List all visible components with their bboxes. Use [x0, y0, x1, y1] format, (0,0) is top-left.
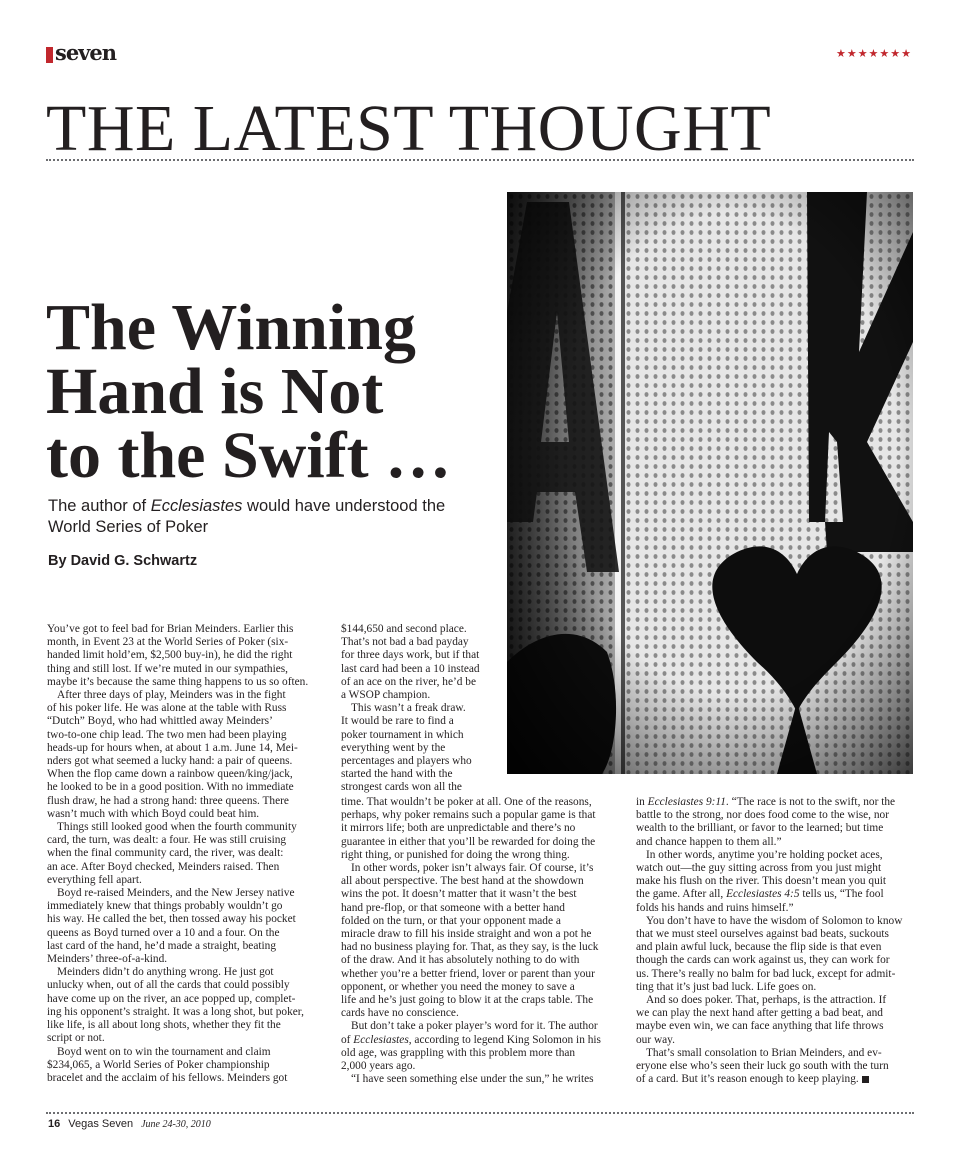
article-line: You’ve got to feel bad for Brian Meinders. Earlier this [47, 623, 294, 635]
article-line: unlucky when, out of all the cards that could possibly [47, 979, 290, 992]
article-line: he looked to be in a good position. With no immediate [47, 781, 294, 794]
article-line: two-to-one chip lead. The two men had been playing [47, 728, 287, 741]
article-line: that we must steel ourselves against bad beats, suckouts [636, 928, 889, 941]
article-line: of a card. But it’s reason enough to keep playing. [636, 1073, 914, 1086]
article-line: Boyd went on to win the tournament and claim [57, 1045, 271, 1058]
article-line: we can play the next hand after getting a bad beat, and [636, 1007, 883, 1020]
article-line: us. There’s really no balm for bad luck, except for admit- [636, 967, 896, 980]
article-line: of Ecclesiastes, according to legend King Solomon in his [341, 1033, 601, 1046]
article-line: life and he’s just going to blow it at the craps table. The [341, 994, 594, 1007]
article-line: wasn’t much with which Boyd could beat him. [47, 807, 260, 820]
article-column-3 [636, 796, 914, 1086]
article-line: After three days of play, Meinders was in the fight [57, 689, 286, 702]
article-line: opponent, or whether you need the money to save a [341, 980, 575, 993]
article-line: maybe even win, we can face anything that life throws [636, 1020, 884, 1033]
article-line: $144,650 and second place. [341, 623, 467, 635]
article-line: an ace. After Boyd checked, Meinders raised. Then [47, 860, 280, 873]
article-line: battle to the strong, nor does food come to the wise, nor [636, 809, 889, 822]
article-column-2-top [341, 623, 496, 795]
article-line: Things still looked good when the fourth community [57, 821, 297, 834]
article-line: of an ace on the river, he’d be [341, 675, 476, 688]
star-rating-ornament: ★★★★★★★ [835, 48, 912, 60]
article-line: the game. After all, Ecclesiastes 4:5 tells us, “The fool [636, 888, 884, 901]
article-line: “Dutch” Boyd, who had whittled away Meinders’ [47, 715, 273, 728]
article-line: nders got what seemed a lucky hand: a pair of queens. [47, 755, 293, 768]
article-line: old age, was grappling with this problem more than [341, 1046, 576, 1059]
article-line: cards have no conscience. [341, 1007, 459, 1020]
article-line: for three days work, but if that [341, 649, 480, 662]
article-column-2-bottom [341, 796, 617, 1086]
article-line: of his poker life. He was alone at the table with Russ [47, 702, 287, 715]
dek-italic-title: Ecclesiastes [150, 497, 243, 515]
article-line: 2,000 years ago. [341, 1060, 416, 1073]
article-line: his way. He called the bet, then tossed away his pocket [47, 913, 296, 926]
article-line: “I have seen something else under the sun,” he writes [351, 1073, 594, 1086]
article-line: everything fell apart. [47, 873, 142, 886]
article-line: ting that it’s just bad luck. Life goes on. [636, 980, 817, 993]
page-number: 16 [48, 1118, 61, 1130]
playing-cards-photo [507, 192, 913, 774]
article-line: of the draw. And it has absolutely nothing to do with [341, 954, 580, 967]
issue-date: June 24-30, 2010 [141, 1119, 211, 1130]
article-column-1 [47, 623, 323, 1085]
article-line: like life, is all about long shots, whether they fit the [47, 1019, 281, 1032]
article-line: month, in Event 23 at the World Series of Poker (six- [47, 636, 289, 649]
article-line: heads-up for hours when, at about 1 a.m. June 14, Mei- [47, 741, 298, 754]
article-line: wins the pot. It doesn’t matter that it wasn’t the best [341, 888, 577, 901]
article-line: last card had been a 10 instead [341, 662, 480, 675]
article-line: our way. [636, 1033, 675, 1046]
article-line: Boyd re-raised Meinders, and the New Jersey native [57, 887, 295, 900]
article-line: bracelet and the acclaim of his fellows. Meinders got [47, 1071, 288, 1084]
page-footer [48, 1118, 211, 1130]
dotted-rule-top [46, 159, 914, 161]
article-line: make his flush on the river. This doesn’t mean you quit [636, 875, 887, 888]
article-line: all about perspective. The best hand at the showdown [341, 875, 584, 888]
article-line: card, the turn, was dealt: a four. He was still cruising [47, 834, 287, 847]
article-line: percentages and players who [341, 755, 472, 768]
article-line: guarantee in either that you’ll be rewarded for doing the [341, 835, 596, 848]
article-line: Meinders’ three-of-a-kind. [47, 953, 168, 966]
article-line: folded on the turn, or that your opponent made a [341, 914, 561, 927]
article-line: Meinders didn’t do anything wrong. He just got [57, 966, 274, 979]
article-line: miracle draw to fill his inside straight and won a pot he [341, 928, 592, 941]
article-line: in Ecclesiastes 9:11. “The race is not to the swift, nor the [636, 796, 896, 808]
ace-king-cards-image [507, 192, 913, 774]
article-line: when the final community card, the river, was dealt: [47, 847, 284, 860]
article-line: ing his opponent’s straight. It was a long shot, but poker, [47, 1005, 304, 1018]
article-line: have come up on the river, an ace popped up, complet- [47, 992, 296, 1005]
dek-text: would have understood the World Series of Poker [48, 497, 446, 536]
article-line: immediately knew that things probably wouldn’t go [47, 900, 283, 913]
article-line: It would be rare to find a [341, 715, 454, 728]
article-line: folds his hands and ruins himself.” [636, 901, 794, 914]
article-line: $234,065, a World Series of Poker championship [47, 1058, 270, 1071]
article-line: watch out—the guy sitting across from you just might [636, 862, 882, 875]
article-line: script or not. [47, 1032, 105, 1045]
article-line: had no business playing for. That, as they say, is the luck [341, 941, 599, 954]
article-line: everything went by the [341, 741, 446, 754]
article-line: thing and still lost. If we’re muted in our sympathies, [47, 662, 289, 675]
dek-text: The author of [48, 497, 151, 515]
article-line: handed limit hold’em, $2,500 buy-in), he did the right [47, 649, 293, 662]
section-title: THE LATEST THOUGHT [46, 92, 772, 165]
article-line: and chance happen to them all.” [636, 835, 782, 848]
article-line: it mirrors life; both are unpredictable and there’s no [341, 822, 576, 835]
dek [48, 496, 468, 538]
article-line: That’s small consolation to Brian Meinders, and ev- [646, 1046, 882, 1059]
article-line: though the cards can work against us, they can work for [636, 954, 890, 967]
article-line: started the hand with the [341, 768, 453, 781]
article-line: In other words, anytime you’re holding pocket aces, [646, 848, 883, 861]
article-line: When the flop came down a rainbow queen/king/jack, [47, 768, 293, 781]
article-line: poker tournament in which [341, 728, 464, 741]
article-line: hand pre-flop, or that someone with a better hand [341, 901, 565, 914]
headline-line: to the Swift … [46, 419, 452, 492]
brand-logo [46, 42, 116, 64]
article-line: right thing, or punished for doing the wrong thing. [341, 848, 570, 861]
byline: By David G. Schwartz [48, 553, 198, 569]
publication-name: Vegas Seven [68, 1118, 134, 1130]
article-line: But don’t take a poker player’s word for it. The author [351, 1020, 598, 1033]
end-mark-icon [862, 1076, 869, 1083]
article-line: last card of the hand, he’d made a straight, beating [47, 939, 276, 952]
article-line: That’s not bad a bad payday [341, 636, 469, 649]
article-line: whether you’re a better friend, lover or parent than your [341, 967, 595, 980]
article-line: In other words, poker isn’t always fair. Of course, it’s [351, 862, 594, 875]
article-line: wealth to the brilliant, or favor to the learned; but time [636, 822, 884, 835]
article-line: This wasn’t a freak draw. [351, 702, 466, 715]
headline [46, 291, 516, 492]
article-line: and plain awful luck, because the flip side is that even [636, 941, 882, 954]
article-line: strongest cards won all the [341, 781, 462, 794]
dotted-rule-bottom [46, 1112, 914, 1114]
headline-line: The Winning [46, 291, 416, 364]
article-line: And so does poker. That, perhaps, is the attraction. If [646, 994, 887, 1007]
article-line: maybe it’s because the same thing happens to us so often. [47, 675, 309, 688]
article-line: perhaps, why poker remains such a popular game is that [341, 809, 596, 822]
brand-wordmark: seven [55, 40, 117, 65]
article-line: eryone else who’s seen their luck go south with the turn [636, 1060, 889, 1073]
article-line: You don’t have to have the wisdom of Solomon to know [646, 914, 903, 927]
article-line: queens as Boyd turned over a 10 and a four. On the [47, 926, 280, 939]
headline-line: Hand is Not [46, 355, 384, 428]
article-line: flush draw, he had a strong hand: three queens. There [47, 794, 289, 807]
article-line: time. That wouldn’t be poker at all. One of the reasons, [341, 796, 592, 808]
brand-bar-mark [46, 47, 53, 63]
article-line: a WSOP champion. [341, 689, 431, 702]
